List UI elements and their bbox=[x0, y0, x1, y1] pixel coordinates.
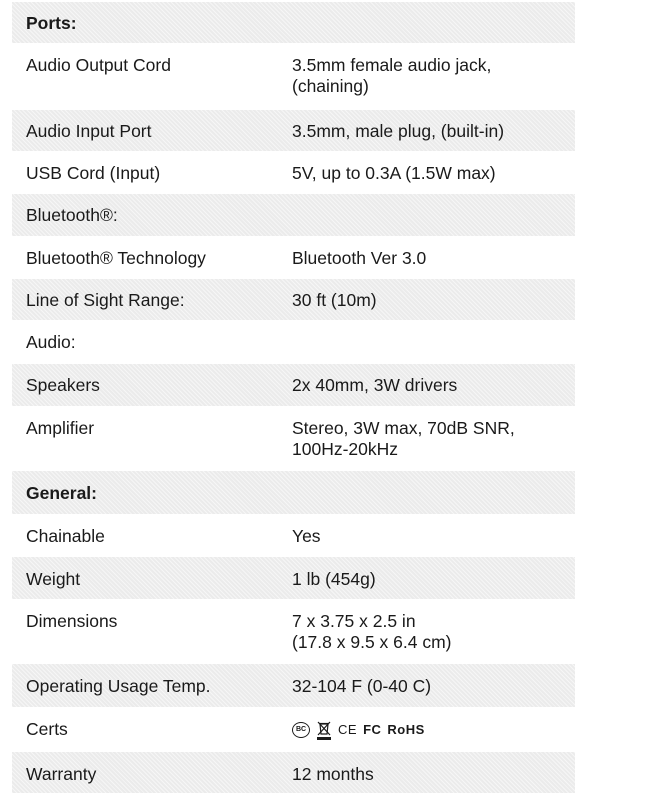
spec-label: Warranty bbox=[26, 764, 97, 784]
bc-mark-icon: BC bbox=[292, 722, 310, 738]
spec-label: Audio Input Port bbox=[26, 121, 152, 141]
spec-row-amplifier bbox=[12, 407, 575, 471]
spec-label: Dimensions bbox=[26, 611, 118, 631]
spec-row-bluetooth-technology bbox=[12, 237, 575, 279]
spec-row-certs bbox=[12, 708, 575, 752]
spec-row-audio-output-cord bbox=[12, 44, 575, 110]
section-title: Audio: bbox=[26, 332, 76, 352]
spec-value: 30 ft (10m) bbox=[292, 290, 377, 310]
section-header-audio bbox=[12, 321, 575, 364]
spec-row-audio-input-port bbox=[12, 110, 575, 152]
spec-value bbox=[292, 418, 575, 470]
spec-value: 32-104 F (0-40 C) bbox=[292, 676, 432, 696]
spec-label: Line of Sight Range: bbox=[26, 290, 185, 310]
spec-row-weight bbox=[12, 557, 575, 600]
spec-value: 12 months bbox=[292, 764, 374, 784]
spec-value-line: (chaining) bbox=[292, 76, 369, 96]
spec-label: Chainable bbox=[26, 526, 105, 546]
spec-value: Yes bbox=[292, 526, 321, 546]
spec-value-line: 3.5mm female audio jack, bbox=[292, 55, 492, 75]
spec-row-speakers bbox=[12, 364, 575, 407]
section-title: Bluetooth®: bbox=[26, 205, 118, 225]
spec-value-line: (17.8 x 9.5 x 6.4 cm) bbox=[292, 632, 452, 652]
spec-label: Bluetooth® Technology bbox=[26, 248, 206, 268]
cert-logos bbox=[292, 719, 575, 740]
spec-row-warranty bbox=[12, 752, 575, 794]
spec-value bbox=[292, 611, 575, 663]
rohs-mark-icon: RoHS bbox=[387, 722, 425, 737]
spec-value-line: Stereo, 3W max, 70dB SNR, bbox=[292, 418, 515, 438]
spec-value: 3.5mm, male plug, (built-in) bbox=[292, 121, 505, 141]
fcc-mark-icon: FC bbox=[363, 722, 382, 737]
section-header-ports bbox=[12, 2, 575, 44]
section-header-general bbox=[12, 471, 575, 515]
spec-row-chainable bbox=[12, 515, 575, 557]
spec-value: 2x 40mm, 3W drivers bbox=[292, 375, 458, 395]
section-title: Ports: bbox=[26, 13, 77, 33]
spec-value-line: 7 x 3.75 x 2.5 in bbox=[292, 611, 416, 631]
spec-value: Bluetooth Ver 3.0 bbox=[292, 248, 427, 268]
spec-label: Speakers bbox=[26, 375, 100, 395]
spec-value bbox=[292, 55, 575, 109]
spec-label: Weight bbox=[26, 569, 81, 589]
spec-row-usb-cord bbox=[12, 152, 575, 194]
spec-value: 1 lb (454g) bbox=[292, 569, 376, 589]
crossed-out-wheelie-bin-icon bbox=[316, 720, 332, 740]
spec-table bbox=[12, 2, 575, 794]
spec-value bbox=[292, 719, 575, 751]
section-title: General: bbox=[26, 483, 97, 503]
spec-label: Certs bbox=[26, 719, 68, 739]
spec-label: Operating Usage Temp. bbox=[26, 676, 211, 696]
spec-row-dimensions bbox=[12, 600, 575, 664]
spec-label: Audio Output Cord bbox=[26, 55, 171, 75]
spec-label: Amplifier bbox=[26, 418, 95, 438]
spec-row-operating-usage-temp bbox=[12, 664, 575, 708]
spec-value: 5V, up to 0.3A (1.5W max) bbox=[292, 163, 496, 183]
section-header-bluetooth bbox=[12, 194, 575, 237]
spec-label: USB Cord (Input) bbox=[26, 163, 161, 183]
spec-row-line-of-sight-range bbox=[12, 279, 575, 321]
ce-mark-icon: CE bbox=[338, 722, 358, 737]
spec-value-line: 100Hz-20kHz bbox=[292, 439, 399, 459]
